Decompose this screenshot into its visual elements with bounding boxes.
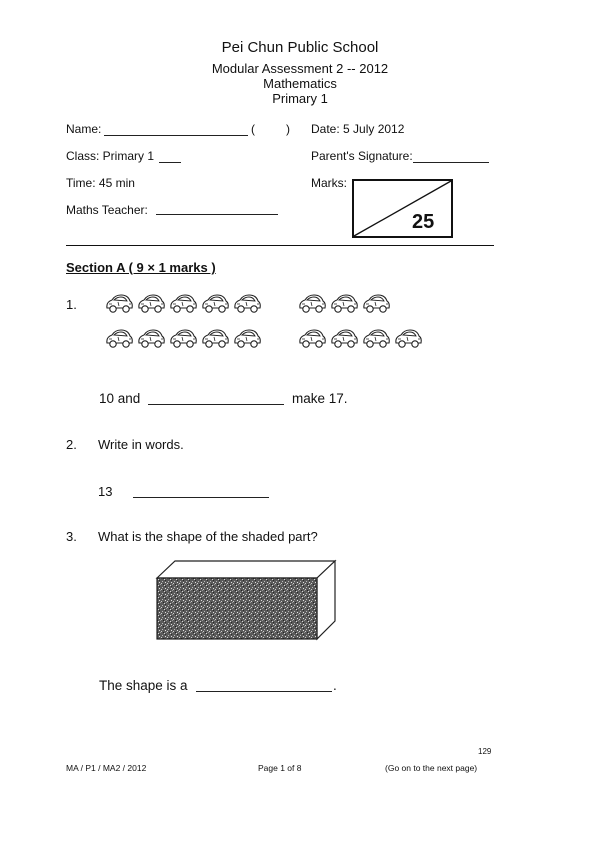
car-icon <box>232 328 262 350</box>
marks-label: Marks: <box>311 176 347 190</box>
car-icon <box>136 328 166 350</box>
car-icon <box>329 293 359 315</box>
marks-box <box>352 179 454 239</box>
question-number: 1. <box>66 297 77 312</box>
time-label: Time: 45 min <box>66 176 135 190</box>
car-icon <box>361 293 391 315</box>
header-divider <box>66 245 494 246</box>
teacher-label: Maths Teacher: <box>66 203 148 217</box>
car-icon <box>104 328 134 350</box>
level-title: Primary 1 <box>272 91 328 106</box>
car-icon <box>104 293 134 315</box>
footer-page: Page 1 of 8 <box>258 763 302 773</box>
q2-prompt: Write in words. <box>98 437 184 452</box>
class-label: Class: Primary 1 <box>66 149 155 163</box>
cuboid-top-face <box>157 561 335 578</box>
marks-divider-line <box>354 181 451 236</box>
footer-code: MA / P1 / MA2 / 2012 <box>66 763 147 773</box>
date-label: Date: 5 July 2012 <box>311 122 405 136</box>
car-icon <box>329 328 359 350</box>
q2-value: 13 <box>98 484 113 499</box>
teacher-field[interactable] <box>156 214 278 215</box>
car-icon <box>297 293 327 315</box>
assessment-title: Modular Assessment 2 -- 2012 <box>211 61 389 76</box>
car-icon <box>136 293 166 315</box>
corner-mark: 129 <box>478 747 492 756</box>
marks-total: 25 <box>412 211 435 233</box>
q3-answer-suffix: . <box>333 678 337 693</box>
name-field[interactable] <box>104 135 248 136</box>
q3-answer-field[interactable] <box>196 691 332 692</box>
name-paren-open: ( <box>251 122 255 136</box>
q3-answer-prefix: The shape is a <box>99 678 188 693</box>
car-icon <box>232 293 262 315</box>
parent-signature-label: Parent's Signature: <box>311 149 413 163</box>
car-icon <box>361 328 391 350</box>
question-number: 3. <box>66 529 77 544</box>
car-icon <box>297 328 327 350</box>
footer-next: (Go on to the next page) <box>385 763 478 773</box>
car-icon <box>168 293 198 315</box>
name-paren-close: ) <box>286 122 290 136</box>
q1-answer-prefix: 10 and <box>99 391 141 406</box>
school-name: Pei Chun Public School <box>221 39 379 56</box>
name-label: Name: <box>66 122 102 136</box>
car-icon <box>168 328 198 350</box>
q2-answer-field[interactable] <box>133 497 269 498</box>
cuboid-shape <box>155 559 337 641</box>
parent-signature-field[interactable] <box>413 162 489 163</box>
class-field[interactable] <box>159 162 181 163</box>
q3-prompt: What is the shape of the shaded part? <box>98 529 318 544</box>
car-icon <box>200 293 230 315</box>
q1-answer-suffix: make 17. <box>292 391 348 406</box>
section-title: Section A ( 9 × 1 marks ) <box>66 260 216 275</box>
car-icon <box>393 328 423 350</box>
question-number: 2. <box>66 437 77 452</box>
subject-title: Mathematics <box>263 76 337 91</box>
car-icon <box>200 328 230 350</box>
q1-answer-field[interactable] <box>148 404 284 405</box>
cuboid-shaded-face <box>157 578 317 639</box>
